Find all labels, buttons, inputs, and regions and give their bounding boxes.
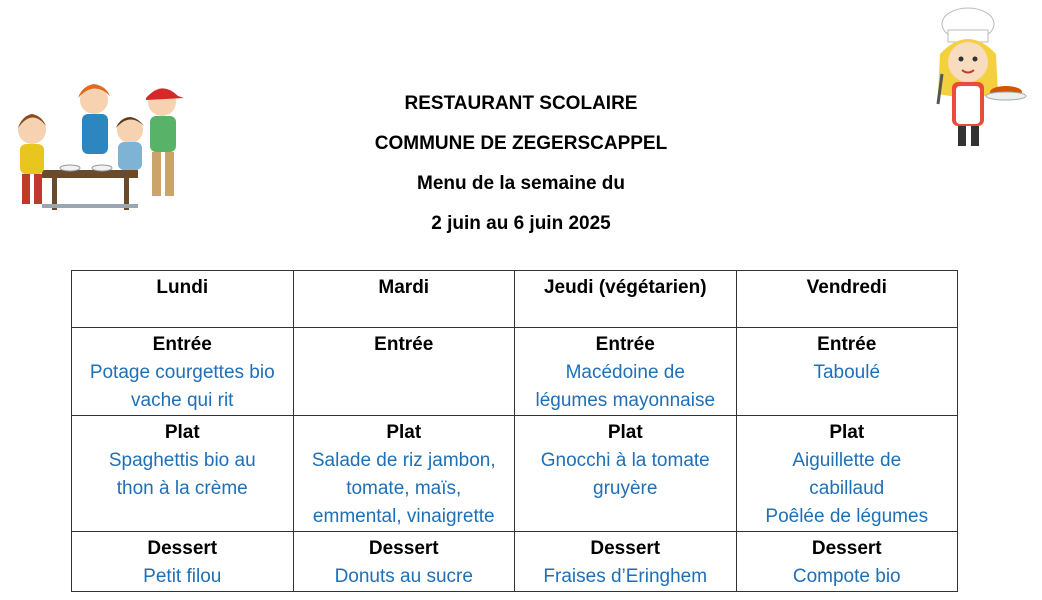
section-label: Dessert [368, 538, 439, 559]
dish-line: Fraises d’Eringhem [543, 566, 708, 587]
menu-cell [293, 416, 515, 532]
menu-cell [736, 416, 958, 532]
day-header: Jeudi (végétarien) [515, 271, 737, 328]
entree-row [72, 328, 958, 416]
dish-line: Salade de riz jambon, [311, 450, 496, 471]
restaurant-title: RESTAURANT SCOLAIRE [404, 93, 638, 114]
menu-cell [515, 532, 737, 592]
week-label: Menu de la semaine du [417, 173, 625, 194]
dish-line: légumes mayonnaise [535, 390, 716, 411]
dish-line: Gnocchi à la tomate [540, 450, 710, 471]
section-label: Plat [164, 422, 200, 443]
section-label: Entrée [374, 334, 434, 355]
week-dates: 2 juin au 6 juin 2025 [431, 213, 611, 234]
dish-line: Petit filou [143, 566, 222, 587]
weekly-menu-table [71, 270, 958, 592]
dish-line: Aiguillette de [792, 450, 902, 471]
dish-line: Macédoine de [565, 362, 685, 383]
dish-line: Donuts au sucre [334, 566, 473, 587]
dish-line: Spaghettis bio au [108, 450, 256, 471]
dessert-row [72, 532, 958, 592]
menu-cell [72, 416, 294, 532]
section-label: Entrée [817, 334, 877, 355]
dish-line: Potage courgettes bio [89, 362, 275, 383]
commune-title: COMMUNE DE ZEGERSCAPPEL [374, 133, 668, 154]
dish-line: vache qui rit [131, 390, 234, 411]
menu-cell [736, 532, 958, 592]
menu-cell [293, 532, 515, 592]
menu-cell [515, 328, 737, 416]
section-label: Plat [829, 422, 865, 443]
dish-line: Taboulé [813, 362, 881, 383]
section-label: Plat [607, 422, 643, 443]
dish-line: emmental, vinaigrette [312, 506, 495, 527]
section-label: Entrée [152, 334, 212, 355]
day-header: Lundi [72, 271, 294, 328]
dish-line: Compote bio [792, 566, 901, 587]
section-label: Dessert [590, 538, 661, 559]
section-label: Plat [386, 422, 422, 443]
menu-cell [515, 416, 737, 532]
menu-cell [72, 328, 294, 416]
menu-header [0, 84, 1042, 244]
section-label: Entrée [595, 334, 655, 355]
section-label: Dessert [811, 538, 882, 559]
dish-line: cabillaud [809, 478, 885, 499]
menu-cell [293, 328, 515, 416]
dish-line: Poêlée de légumes [765, 506, 929, 527]
dish-line: thon à la crème [116, 478, 248, 499]
days-row [72, 271, 958, 328]
dish-line: tomate, maïs, [346, 478, 462, 499]
plat-row [72, 416, 958, 532]
menu-cell [72, 532, 294, 592]
section-label: Dessert [147, 538, 218, 559]
day-header: Vendredi [736, 271, 958, 328]
menu-cell [736, 328, 958, 416]
day-header: Mardi [293, 271, 515, 328]
dish-line: gruyère [593, 478, 658, 499]
